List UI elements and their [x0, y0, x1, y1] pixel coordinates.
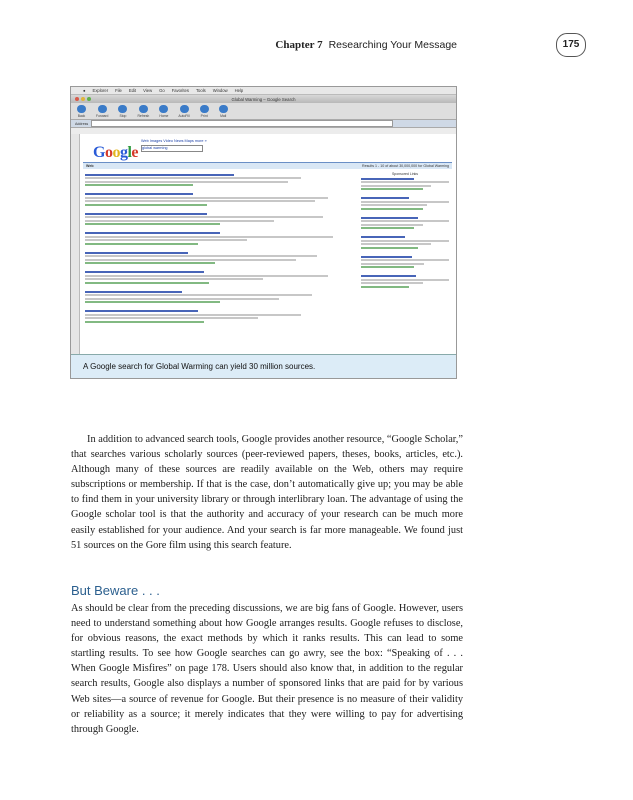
section-title: Researching Your Message	[328, 39, 457, 51]
browser-sidebar	[71, 134, 80, 378]
back-button: Back	[77, 105, 86, 118]
window-title: Global Warming – Google Search	[231, 96, 296, 102]
menu-item: Favorites	[171, 88, 189, 93]
menu-item: Go	[159, 88, 165, 93]
browser-toolbar	[71, 103, 456, 120]
results-label: Web	[86, 164, 94, 168]
browser-titlebar	[71, 95, 456, 103]
home-button: Home	[159, 105, 168, 118]
mail-button: Mail	[219, 105, 228, 118]
menu-item: Tools	[195, 88, 206, 93]
print-button: Print	[200, 105, 209, 118]
results-summary: Results 1 - 10 of about 30,000,000 for Global Warming	[362, 164, 449, 168]
address-bar	[71, 120, 456, 128]
running-header	[0, 37, 633, 57]
sponsored-links	[361, 172, 449, 289]
paragraph-but-beware: As should be clear from the preceding discussions, we are big fans of Google. However, users need to understand something about how Google arranges results. Google refuses to disclose, for obvious reasons, the exact methods by which it ranks results. This can lead to some startling results. To see how Google searches can go awry, see the box: “Speaking of . . . When Google Misfires” on page 178. Users should also know that, in addition to the regular search results, Google also displays a number of sponsored links that are paid for by various Web sites—a source of revenue for Google. But their presence is no measure of their validity or reliability as a source; it merely indicates that they were willing to pay for advertising through Google.	[71, 603, 463, 735]
menu-item: Window	[212, 88, 228, 93]
window-controls	[75, 97, 91, 101]
google-search-screenshot	[70, 86, 457, 379]
menu-item: View	[143, 88, 153, 93]
search-tabs: Web Images Video News Maps more »	[141, 139, 207, 143]
paragraph-google-scholar: In addition to advanced search tools, Google provides another resource, “Google Scholar,” that searches various scholarly sources (peer-reviewed papers, theses, books, articles, etc.). Although many of these sources are readily available on the Web, others may require subscriptions or membership. If that is the case, don’t automatically give up; you may be able to find them in your university library or through interlibrary loan. The advantage of using the Google scholar tool is that the authority and accuracy of your research can be much more easily established for your audience. And your search is far more manageable. We found just 51 sources on the Gore film using this search feature.	[71, 434, 463, 551]
address-label: Address	[75, 121, 89, 126]
menu-item: Help	[234, 88, 244, 93]
section-heading: But Beware . . .	[71, 583, 160, 598]
chapter-label: Chapter 7 Researching Your Message	[275, 39, 457, 51]
figure-caption	[71, 354, 456, 378]
apple-icon: ●	[83, 88, 86, 93]
address-field	[91, 120, 393, 127]
search-box: global warming	[141, 145, 203, 152]
browser-menubar	[71, 87, 456, 95]
forward-button: Forward	[96, 105, 108, 118]
google-logo: Google	[93, 144, 139, 161]
results-bar	[83, 162, 452, 169]
stop-button: Stop	[118, 105, 127, 118]
menu-item: Edit	[128, 88, 137, 93]
google-results-page	[71, 134, 456, 378]
search-area	[141, 139, 207, 150]
menu-item: Explorer	[92, 88, 109, 93]
page-number: 175	[556, 33, 586, 57]
menu-item: File	[115, 88, 122, 93]
organic-results	[85, 172, 355, 324]
autofill-button: AutoFill	[178, 105, 189, 118]
refresh-button: Refresh	[137, 105, 149, 118]
caption-text: A Google search for Global Warming can yield 30 million sources.	[83, 362, 316, 371]
sponsored-label: Sponsored Links	[391, 172, 419, 176]
